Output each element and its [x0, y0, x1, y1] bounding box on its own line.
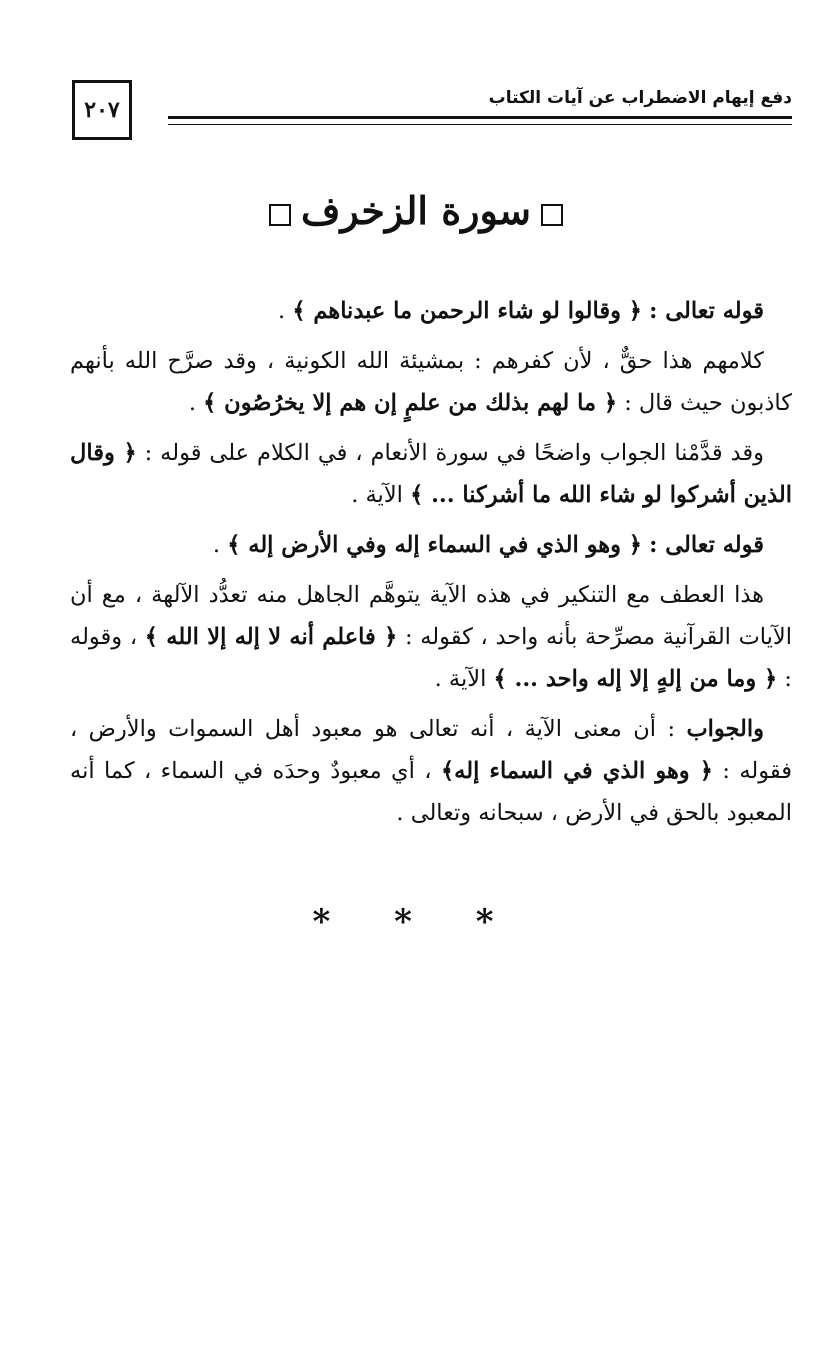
paragraph-3	[70, 432, 792, 516]
section-separator: * * *	[312, 902, 520, 942]
page-number-text: ٢٠٧	[84, 97, 120, 123]
chapter-title: سورة الزخرف	[301, 188, 531, 233]
text-run: ، أي معبودٌ وحدَه في السماء ، كما أنه المعبود بالحق في الأرض ، سبحانه وتعالى .	[70, 758, 792, 826]
paragraph-2	[70, 340, 792, 424]
text-run: .	[278, 298, 293, 324]
quran-verse: ﴿ وقالوا لو شاء الرحمن ما عبدناهم ﴾	[292, 298, 642, 324]
question-lead: قوله تعالى :	[649, 298, 764, 324]
answer-lead: والجواب	[686, 716, 764, 742]
paragraph-5	[70, 574, 792, 700]
quran-verse: ﴿ فاعلم أنه لا إله إلا الله ﴾	[144, 624, 398, 650]
text-run: الآية .	[434, 666, 494, 692]
header-rule-thin	[168, 124, 792, 125]
quran-verse: ﴿ وما من إلهٍ إلا إله واحد ... ﴾	[493, 666, 778, 692]
text-run: كلامهم هذا حقٌّ ، لأن كفرهم : بمشيئة الله الكونية ، وقد صرَّح الله بأنهم كاذبون حيث قال :	[70, 348, 792, 416]
square-ornament-icon	[269, 204, 291, 226]
text-run: .	[212, 532, 228, 558]
page-number	[72, 80, 132, 140]
quran-verse: ﴿ وهو الذي في السماء إله﴾	[440, 758, 713, 784]
quran-verse: ﴿ وقال الذين أشركوا لو شاء الله ما أشركنا ... ﴾	[70, 440, 792, 508]
body-text	[70, 290, 792, 842]
text-run: هذا العطف مع التنكير في هذه الآية يتوهَّم الجاهل منه تعدُّد الآلهة ، مع أن الآيات القرآنية مصرِّحة بأنه واحد ، كقوله :	[70, 582, 792, 650]
paragraph-1	[70, 290, 792, 332]
question-lead: قوله تعالى :	[649, 532, 764, 558]
text-run: .	[188, 390, 204, 416]
quran-verse: ﴿ وهو الذي في السماء إله وفي الأرض إله ﴾	[227, 532, 642, 558]
text-run: : أن معنى الآية ، أنه تعالى هو معبود أهل السموات والأرض ، فقوله :	[70, 716, 793, 784]
header-rule-thick	[168, 116, 792, 119]
text-run: الآية .	[351, 482, 411, 508]
text-run: ، وقوله :	[70, 624, 792, 692]
paragraph-6	[70, 708, 792, 834]
paragraph-4	[70, 524, 792, 566]
running-title: دفع إيهام الاضطراب عن آيات الكتاب	[488, 88, 792, 108]
square-ornament-icon	[541, 204, 563, 226]
text-run: وقد قدَّمْنا الجواب واضحًا في سورة الأنعام ، في الكلام على قوله :	[144, 440, 764, 466]
quran-verse: ﴿ ما لهم بذلك من علمٍ إن هم إلا يخرُصُون ﴾	[203, 390, 618, 416]
chapter-heading	[0, 188, 832, 233]
